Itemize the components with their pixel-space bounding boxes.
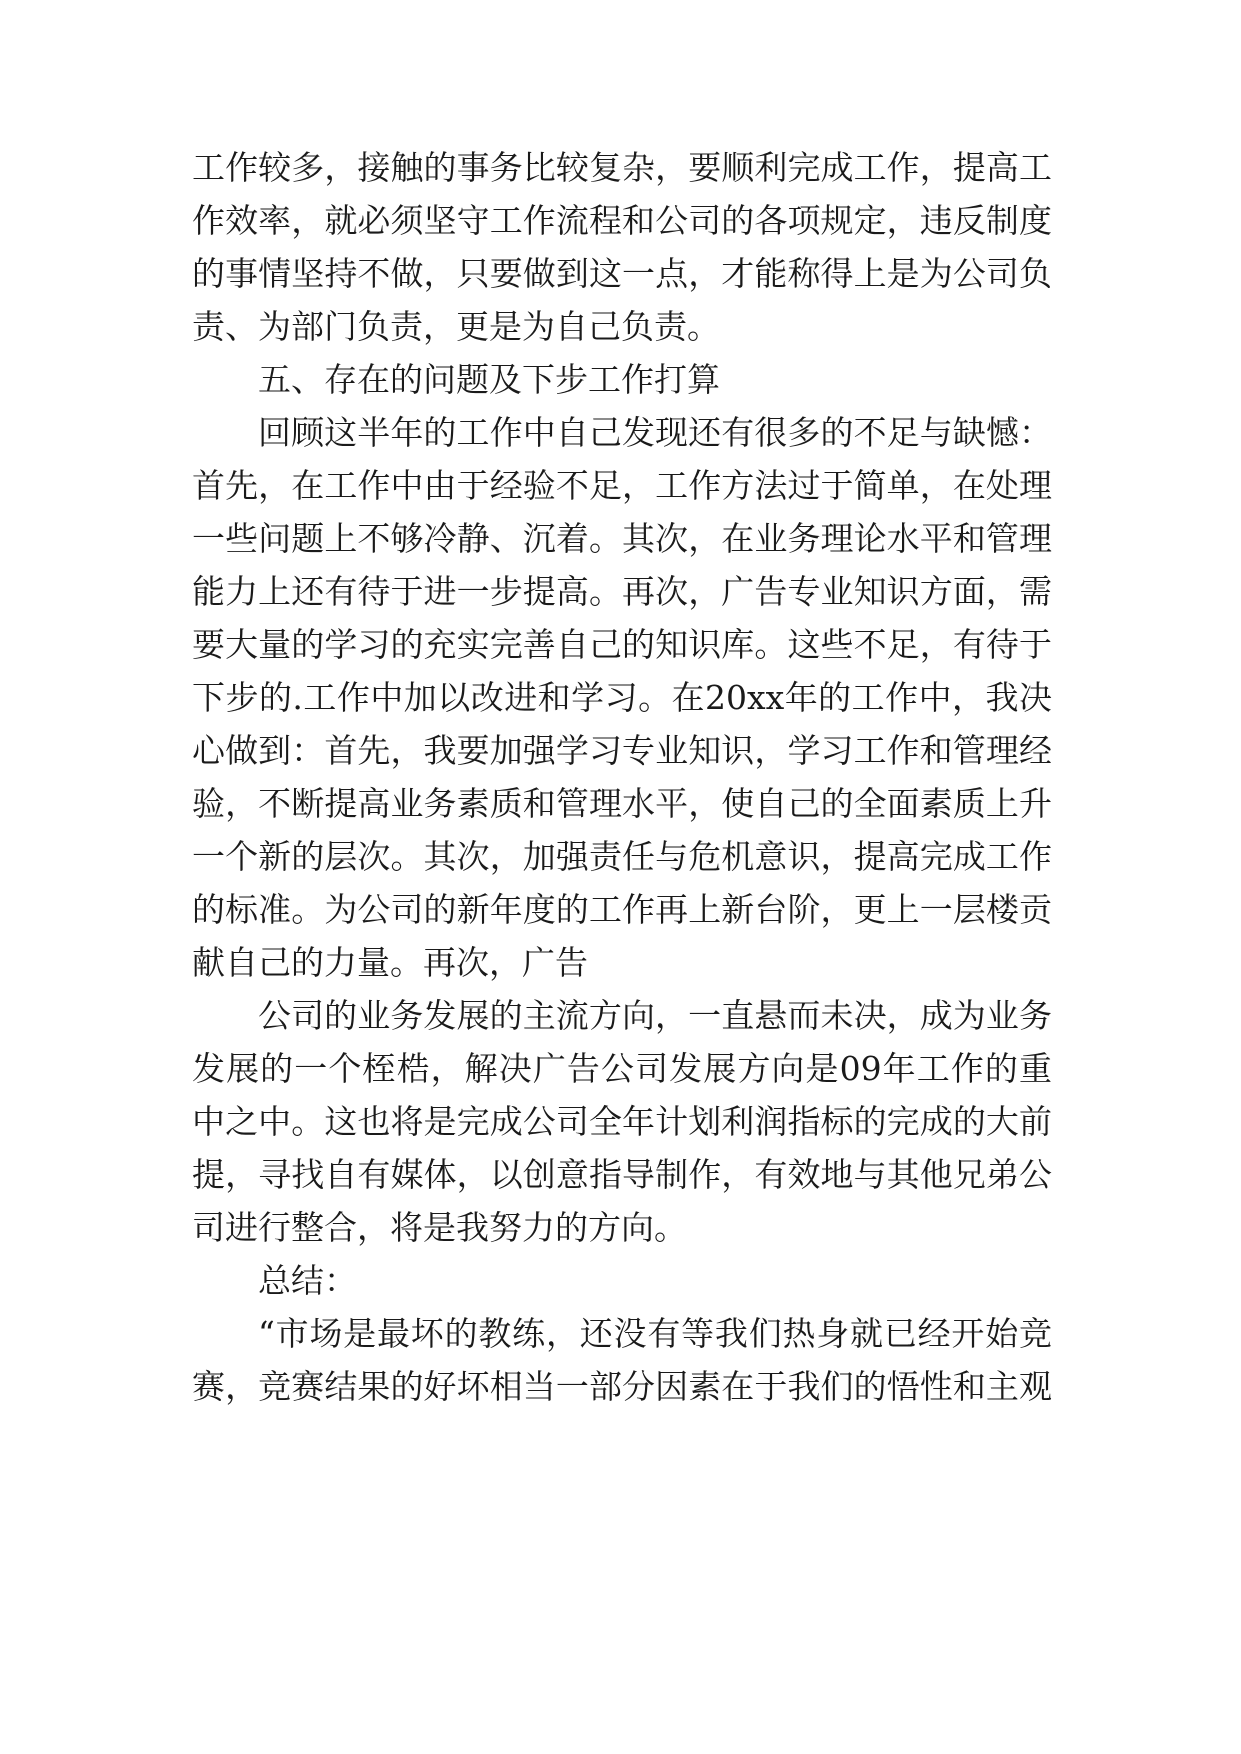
summary-heading: 总结： xyxy=(258,1261,357,1300)
paragraph-line: 一个新的层次。其次，加强责任与危机意识，提高完成工作 xyxy=(192,837,1052,876)
paragraph-line: 献自己的力量。再次，广告 xyxy=(192,943,588,982)
paragraph-line: 回顾这半年的工作中自己发现还有很多的不足与缺憾： xyxy=(258,413,1052,452)
section-heading: 五、存在的问题及下步工作打算 xyxy=(258,360,720,399)
paragraph-line: 心做到：首先，我要加强学习专业知识，学习工作和管理经 xyxy=(192,731,1052,770)
paragraph-line: 的标准。为公司的新年度的工作再上新台阶，更上一层楼贡 xyxy=(192,890,1052,929)
paragraph-line: 中之中。这也将是完成公司全年计划利润指标的完成的大前 xyxy=(192,1102,1052,1141)
paragraph-line: 首先，在工作中由于经验不足，工作方法过于简单，在处理 xyxy=(192,466,1052,505)
paragraph-line: 要大量的学习的充实完善自己的知识库。这些不足，有待于 xyxy=(192,625,1052,664)
paragraph-line: 能力上还有待于进一步提高。再次，广告专业知识方面，需 xyxy=(192,572,1052,611)
paragraph-line: 作效率，就必须坚守工作流程和公司的各项规定，违反制度 xyxy=(192,201,1052,240)
paragraph-line: 赛，竞赛结果的好坏相当一部分因素在于我们的悟性和主观 xyxy=(192,1367,1052,1406)
paragraph-line: 一些问题上不够冷静、沉着。其次，在业务理论水平和管理 xyxy=(192,519,1052,558)
paragraph-line: 工作较多，接触的事务比较复杂，要顺利完成工作，提高工 xyxy=(192,148,1052,187)
paragraph-line: 责、为部门负责，更是为自己负责。 xyxy=(192,307,720,346)
paragraph-line: 验，不断提高业务素质和管理水平，使自己的全面素质上升 xyxy=(192,784,1052,823)
paragraph-line: “市场是最坏的教练，还没有等我们热身就已经开始竞 xyxy=(258,1314,1052,1353)
paragraph-line: 下步的.工作中加以改进和学习。在20xx年的工作中，我决 xyxy=(192,678,1052,717)
paragraph-line: 的事情坚持不做，只要做到这一点，才能称得上是为公司负 xyxy=(192,254,1052,293)
paragraph-line: 公司的业务发展的主流方向，一直悬而未决，成为业务 xyxy=(258,996,1052,1035)
paragraph-line: 司进行整合，将是我努力的方向。 xyxy=(192,1208,687,1247)
paragraph-line: 提，寻找自有媒体，以创意指导制作，有效地与其他兄弟公 xyxy=(192,1155,1052,1194)
paragraph-line: 发展的一个桎梏，解决广告公司发展方向是09年工作的重 xyxy=(192,1049,1052,1088)
